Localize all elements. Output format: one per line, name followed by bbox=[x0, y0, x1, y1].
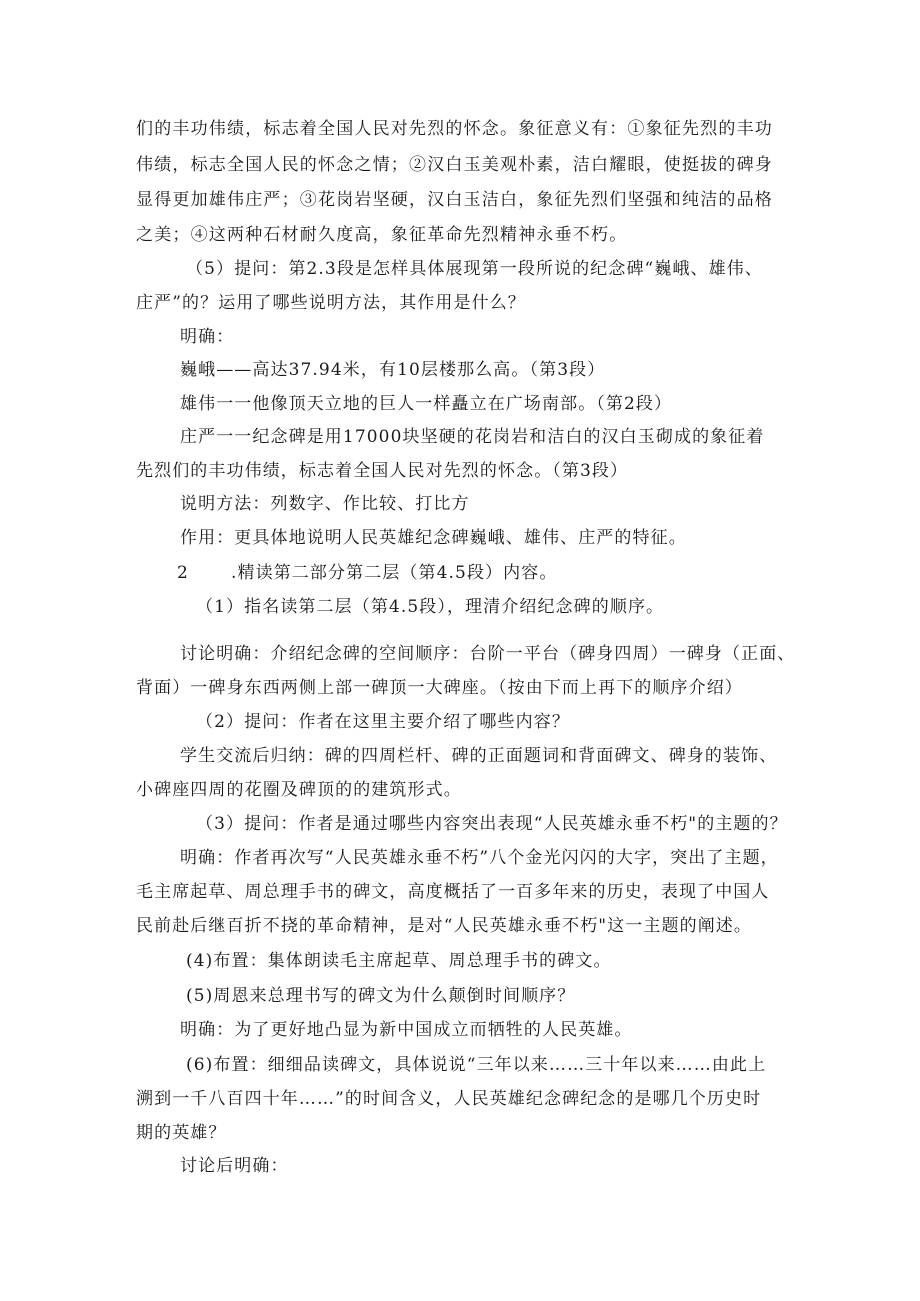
answer-line-1: 巍峨——高达37.94米，有10层楼那么高。（第3段） bbox=[180, 360, 606, 380]
section-number: 2 bbox=[177, 563, 188, 583]
answer-label: 明确： bbox=[180, 327, 235, 347]
text-line-1: 们的丰功伟绩，标志着全国人民对先烈的怀念。象征意义有：①象征先烈的丰功 bbox=[136, 119, 773, 139]
summary-line-1: 学生交流后归纳：碑的四周栏杆、碑的正面题词和背面碑文、碑身的装饰、 bbox=[180, 746, 778, 766]
answer-line-3-cont: 先烈们的丰功伟绩，标志着全国人民对先烈的怀念。（第3段） bbox=[136, 461, 629, 481]
text-line-3: 显得更加雄伟庄严；③花岗岩坚硬，汉白玉洁白，象征先烈们坚强和纯洁的品格 bbox=[136, 190, 773, 210]
clarify-5b: 明确：为了更好地凸显为新中国成立而牺牲的人民英雄。 bbox=[180, 1020, 633, 1040]
answer-line-3: 庄严一一纪念碑是用17000块坚硬的花岗岩和洁白的汉白玉砌成的象征着 bbox=[180, 427, 765, 447]
sub-question-3: （3）提问：作者是通过哪些内容突出表现“人民英雄永垂不朽"的主题的？ bbox=[196, 814, 788, 834]
question-5-cont: 庄严”的？运用了哪些说明方法，其作用是什么？ bbox=[136, 293, 526, 313]
after-discussion: 讨论后明确： bbox=[180, 1156, 289, 1176]
clarify-line-2: 毛主席起草、周总理手书的碑文，高度概括了一百多年来的历史，表现了中国人 bbox=[136, 882, 770, 902]
task-4: (4)布置：集体朗读毛主席起草、周总理手书的碑文。 bbox=[186, 951, 612, 971]
discussion-line-1: 讨论明确：介绍纪念碑的空间顺序：台阶一平台（碑身四周）一碑身（正面、 bbox=[180, 644, 796, 664]
task-6-cont-1: 溯到一千八百四十年……”的时间含义，人民英雄纪念碑纪念的是哪几个历史时 bbox=[136, 1089, 762, 1109]
question-5: （5）提问：第2.3段是怎样具体展现第一段所说的纪念碑“巍峨、雄伟、 bbox=[186, 259, 763, 279]
summary-line-2: 小碑座四周的花圈及碑顶的的建筑形式。 bbox=[136, 780, 462, 800]
clarify-line-3: 民前赴后继百折不挠的革命精神，是对“人民英雄永垂不朽"这一主题的阐述。 bbox=[136, 916, 753, 936]
text-line-4: 之美；④这两种石材耐久度高，象征革命先烈精神永垂不朽。 bbox=[136, 225, 628, 245]
effect-line: 作用：更具体地说明人民英雄纪念碑巍峨、雄伟、庄严的特征。 bbox=[180, 528, 687, 548]
sub-question-2: （2）提问：作者在这里主要介绍了哪些内容？ bbox=[196, 712, 570, 732]
section-heading: .精读第二部分第二层（第4.5段）内容。 bbox=[231, 563, 558, 583]
task-6: (6)布置：细细品读碑文，具体说说“三年以来……三十年以来……由此上 bbox=[186, 1055, 767, 1075]
question-5b: (5)周恩来总理书写的碑文为什么颠倒时间顺序？ bbox=[186, 986, 576, 1006]
method-line: 说明方法：列数字、作比较、打比方 bbox=[180, 494, 470, 514]
discussion-line-2: 背面）一碑身东西两侧上部一碑顶一大碑座。（按由下而上再下的顺序介绍） bbox=[136, 678, 743, 698]
text-line-2: 伟绩，标志全国人民的怀念之情；②汉白玉美观朴素，洁白耀眼，使挺拔的碑身 bbox=[136, 155, 773, 175]
clarify-line-1: 明确：作者再次写“人民英雄永垂不朽”八个金光闪闪的大字，突出了主题， bbox=[180, 848, 779, 868]
answer-line-2: 雄伟一一他像顶天立地的巨人一样矗立在广场南部。（第2段） bbox=[180, 394, 673, 414]
task-6-cont-2: 期的英雄？ bbox=[136, 1123, 227, 1143]
sub-question-1: （1）指名读第二层（第4.5段），理清介绍纪念碑的顺序。 bbox=[196, 597, 665, 617]
